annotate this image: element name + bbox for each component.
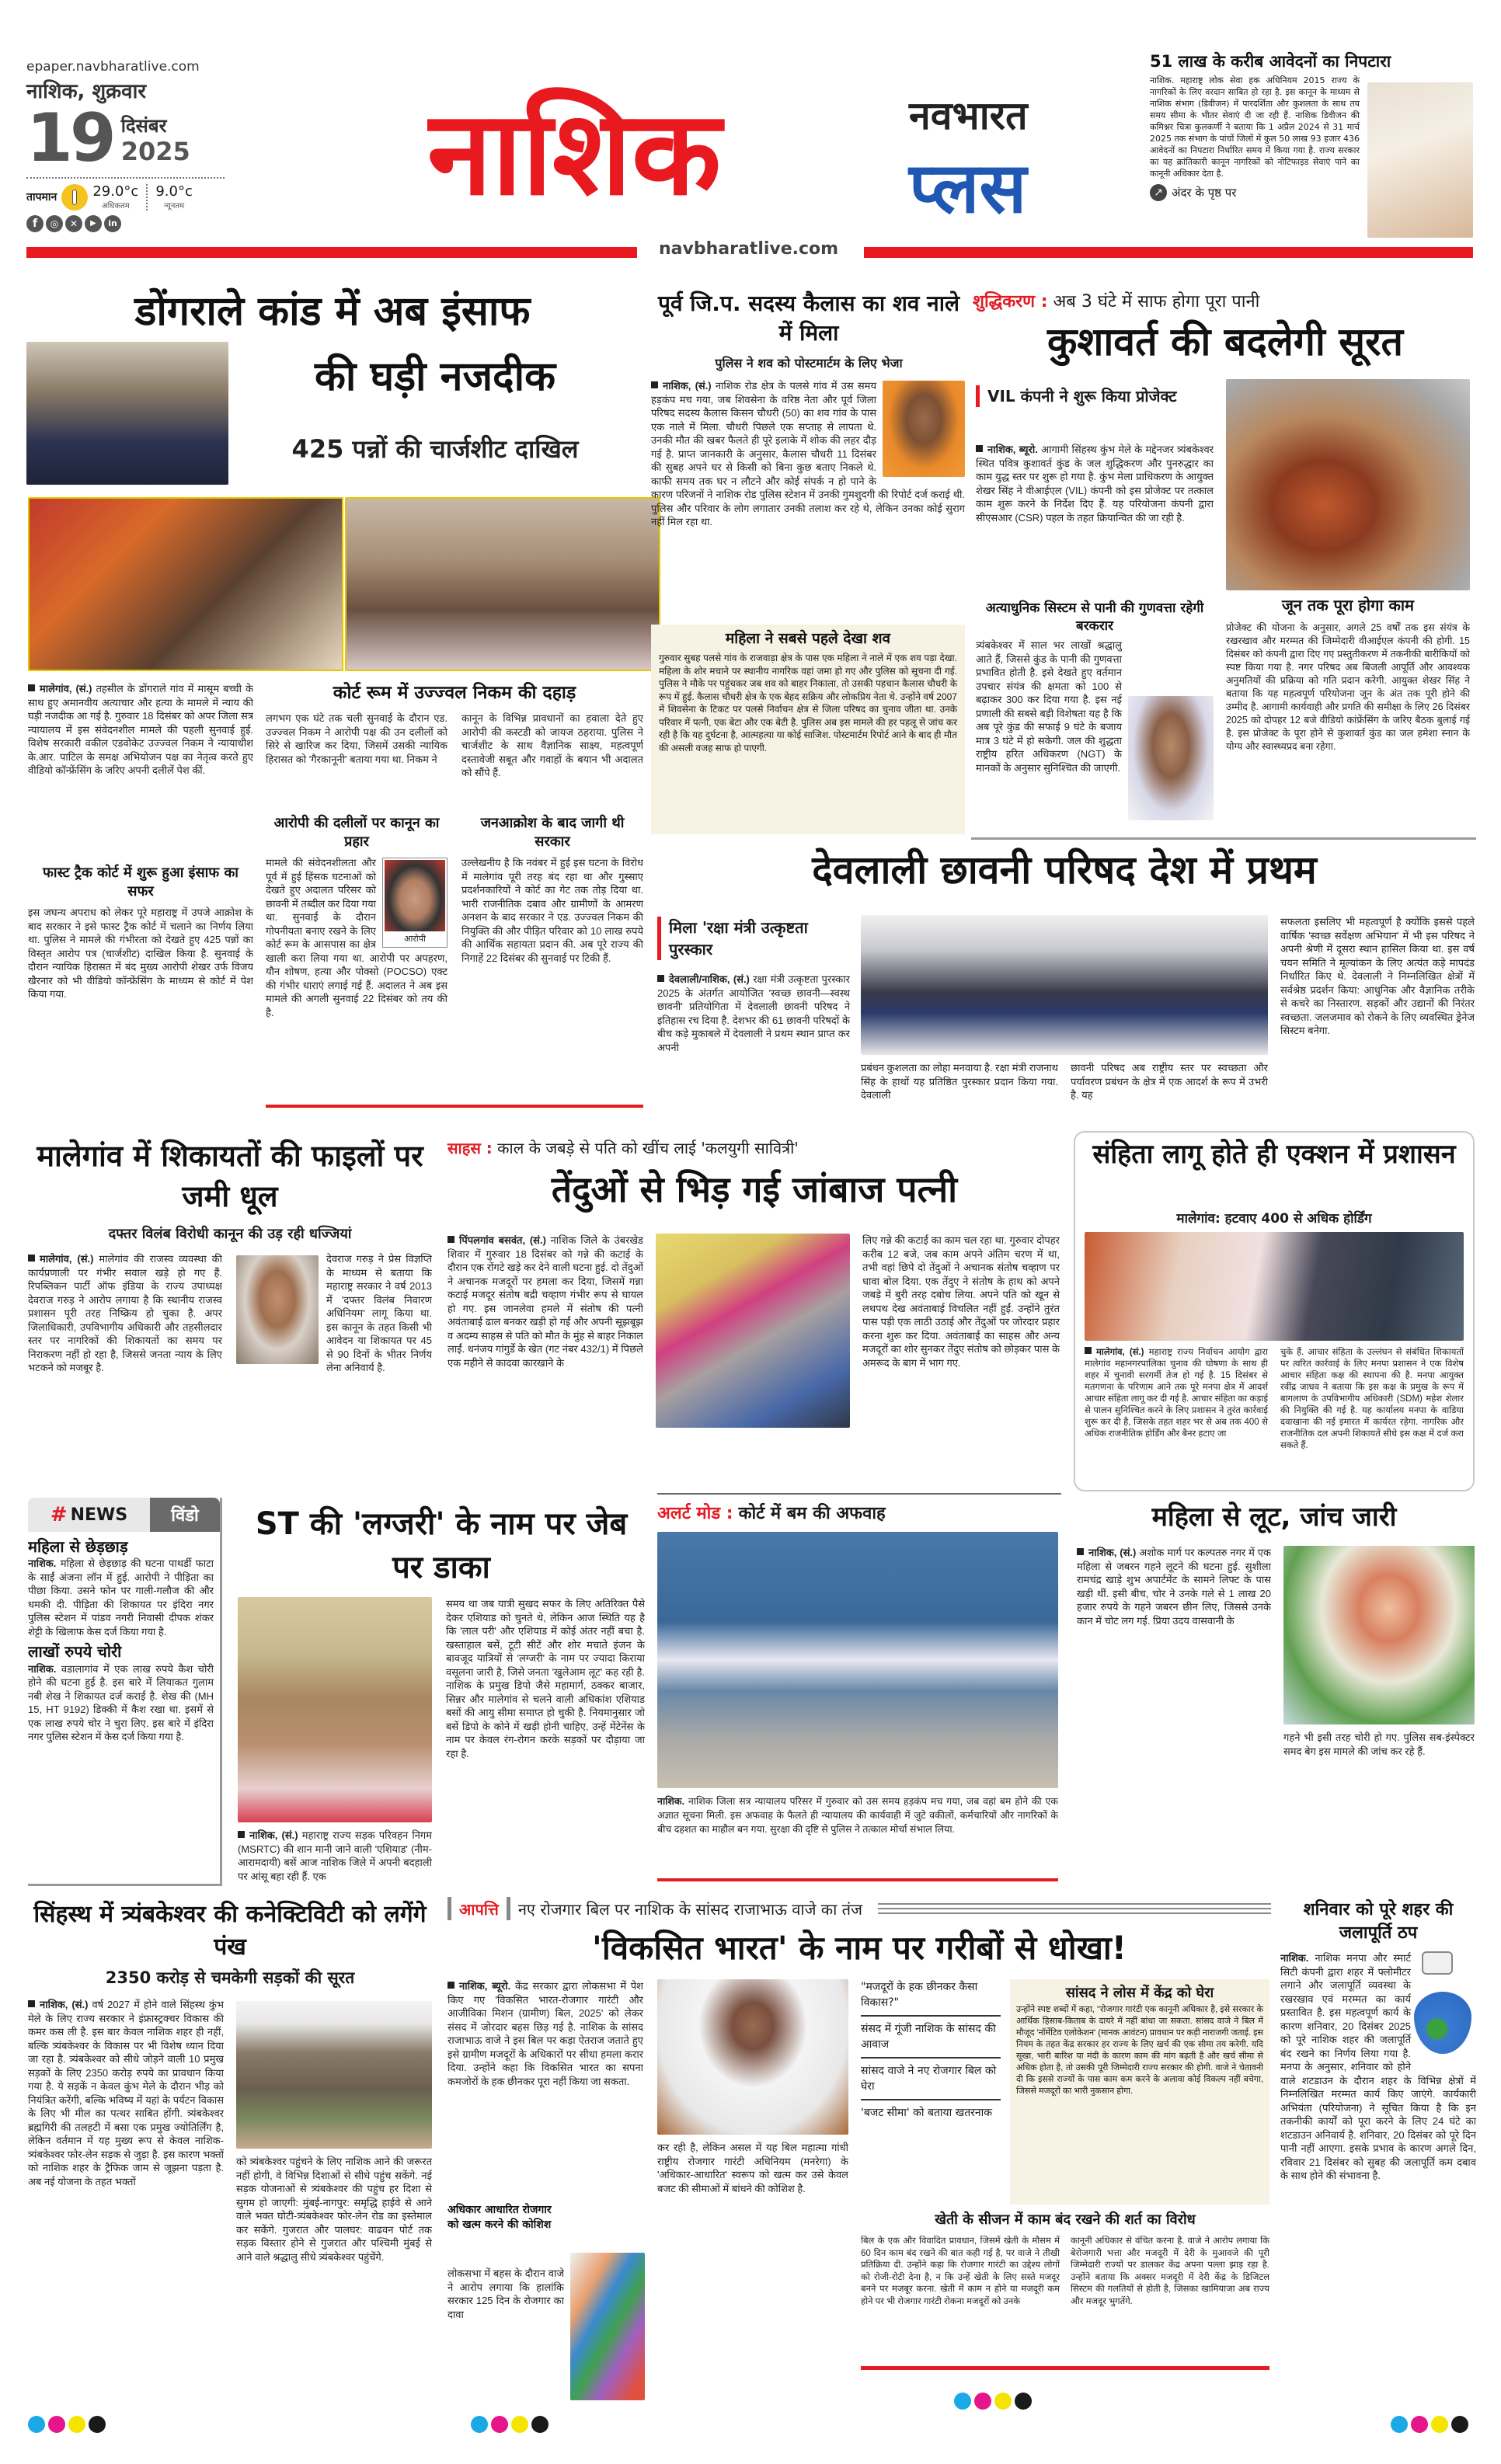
dongrale-lead-text: तहसील के डोंगराले गांव में मासूम बच्ची के साथ हुए अमानवीय अत्याचार और हत्या के मामले में न्याय की घड़ी नजदीक आ गई है. गुरुवार 18 दिसंबर को अपर जिला सत्र न्यायालय में इस संवेदनशील मामले की पहली सुनवाई हुई. विशेष सरकारी वकील एडवोकेट उज्ज्वल निकम ने न्यायाधीश के.आर. पाटिल के समक्ष अभियोजन पक्ष का नेतृत्व करते हुए वीडियो कॉन्फ्रेंसिंग के जरिए अपनी दलीलें पेश कीं. xyxy=(28,683,253,776)
dongrale-headline-2: की घड़ी नजदीक xyxy=(314,353,556,400)
news-window-tab xyxy=(28,1498,220,1532)
temp-max-label: अधिकतम xyxy=(101,202,130,211)
bomb-end-rule xyxy=(657,1878,1058,1881)
date-year: 2025 xyxy=(120,136,190,166)
devlali-sub-text: मिला 'रक्षा मंत्री उत्कृष्टता पुरस्कार xyxy=(669,918,808,959)
malegaon-headline: मालेगांव में शिकायतों की फाइलों पर जमी धूल xyxy=(37,1139,423,1213)
dongrale-end-rule xyxy=(266,1105,643,1108)
yellow-dot xyxy=(994,2393,1012,2410)
water-body xyxy=(1280,1951,1476,2402)
water-headline: शनिवार को पूरे शहर की जलापूर्ति ठप xyxy=(1303,1900,1454,1943)
devlali-col2: प्रबंधन कुशलता का लोहा मनवाया है. रक्षा मंत्री राजनाथ सिंह के हाथों यह प्रतिष्ठित पुरस्कार प्रदान किया गया. देवलाली xyxy=(861,1062,1058,1101)
devlali-top-rule xyxy=(971,837,1476,840)
magenta-dot xyxy=(48,2416,65,2433)
news-item1-body xyxy=(28,1557,220,1638)
leopard-victim-photo xyxy=(656,1234,850,1428)
accused-photo xyxy=(382,858,448,948)
viksit-box xyxy=(1010,1979,1269,2205)
hoardings-headline: संहिता लागू होते ही एक्शन में प्रशासन xyxy=(1092,1139,1456,1170)
loot-col2: गहने भी इसी तरह चोरी हो गए. पुलिस सब-इंस्पेक्टर समद बेग इस मामले की जांच कर रहे हैं. xyxy=(1283,1731,1475,1757)
kushavart-sub2: अत्याधुनिक सिस्टम से पानी की गुणवत्ता रहेगी बरकरार xyxy=(985,600,1204,634)
print-marks-center xyxy=(954,2393,1035,2413)
hoardings-col1 xyxy=(1085,1347,1268,1487)
thermometer-icon xyxy=(61,184,88,211)
loot-col1-text: अशोक मार्ग पर कल्पतरु नगर में एक महिला से जबरन गहने लूटने की घटना हुई. सुशीला रामचंद्र खाड़े शुभ अपार्टमेंट के सामने लिफ्ट के पास खड़ी थीं. इसी बीच, चोर ने उनके गले से 1 लाख 20 हजार रुपये के गहने जबरन छीन लिए, जिससे उनके कान में चोट लग गई. प्रिया उदय वासवानी के xyxy=(1077,1547,1271,1627)
dongrale-sub3-body: उल्लेखनीय है कि नवंबर में हुई इस घटना के विरोध में मालेगांव पूरी तरह बंद रहा था और गुस्साए प्रदर्शनकारियों ने कोर्ट का गेट तक तोड़ दिया था. भारी राजनीतिक दबाव और ग्रामीणों के आमरण अनशन के बाद सरकार ने एड. उज्ज्वल निकम की नियुक्ति की और पीड़ित परिवार को 10 लाख रुपये की आर्थिक सहायता प्रदान की. अब पूरे राज्य की निगाहें 22 दिसंबर की सुनवाई पर टिकी हैं. xyxy=(461,857,643,964)
viksit-kicker xyxy=(448,1897,1271,1920)
dongrale-photo-march xyxy=(345,497,660,671)
social-icons xyxy=(26,215,236,232)
temp-min-label: न्यूनतम xyxy=(164,202,185,211)
kailas-box xyxy=(651,625,965,834)
malegaon-col1-text: मालेगांव की राजस्व व्यवस्था की कार्यप्रणाली पर गंभीर सवाल खड़े हो गए हैं. रिपब्लिकन पार्टी ऑफ इंडिया के राज्य उपाध्यक्ष देवराज गरुड़ ने आरोप लगाया है कि स्थानीय राजस्व प्रशासन पूरी तरह निष्क्रिय हो चुका है. अपर जिलाधिकारी, उपविभागीय अधिकारी और तहसीलदार स्तर पर नागरिकों की शिकायतों का समय पर निराकरण नहीं हो रहा है, जिससे जनता न्याय के लिए भटकने को मजबूर है. xyxy=(28,1253,222,1373)
dongrale-photo-hunger-strike xyxy=(28,497,343,671)
dongrale-sub2: आरोपी की दलीलों पर कानून का प्रहार xyxy=(273,815,440,850)
black-dot xyxy=(531,2416,549,2433)
quote-item: सांसद वाजे ने नए रोजगार बिल को घेरा xyxy=(861,2059,1001,2100)
kushavart-sub xyxy=(976,385,1209,407)
temp-min: 9.0°c xyxy=(155,183,193,200)
cyan-dot xyxy=(1391,2416,1408,2433)
viksit-sub1-body: लोकसभा में बहस के दौरान वाजे ने आरोप लगाया कि हालांकि सरकार 125 दिन के रोजगार का दावा xyxy=(448,2267,564,2320)
loot-col1 xyxy=(1077,1546,1271,1886)
hoardings-photo xyxy=(1085,1232,1464,1341)
dongrale-sub1: फास्ट ट्रैक कोर्ट में शुरू हुआ इंसाफ का सफर xyxy=(43,865,239,900)
dongrale-sub1-body: इस जघन्य अपराध को लेकर पूरे महाराष्ट्र में उपजे आक्रोश के बाद सरकार ने इसे फास्ट ट्रैक कोर्ट में चलाने का निर्णय लिया था. पुलिस ने मामले की गंभीरता को देखते हुए 425 पन्नों का विस्तृत आरोप पत्र (चार्जशीट) दाखिल किया है. सुनवाई के दौरान न्यायिक हिरासत में बंद मुख्य आरोपी शेखर उर्फ विजय खैरनार को भी वीडियो कॉन्फ्रेंसिंग के माध्यम से कोर्ट में पेश किया गया. xyxy=(28,907,253,1000)
kailas-box-body: गुरुवार सुबह पलसे गांव के राजवाड़ा क्षेत्र के पास एक महिला ने नाले में एक शव पड़ा देखा. महिला के शोर मचाने पर स्थानीय नागरिक वहां जमा हो गए और पुलिस को सूचना दी गई. पुलिस ने मौके पर पहुंचकर जब शव को बाहर निकाला, तो उसकी पहचान कैलास चौधरी के रूप में हुई. कैलास चौधरी क्षेत्र के एक बेहद सक्रिय और लोकप्रिय नेता थे. उन्होंने वर्ष 2007 में शिवसेना के टिकट पर पलसे निर्वाचन क्षेत्र से जिला परिषद का चुनाव जीता था. उनके परिवार में पत्नी, एक बेटा और एक बेटी है. पुलिस अब इस मामले की हर पहलू से जांच कर रही है कि यह दुर्घटना है, आत्महत्या या कोई साजिश. पोस्टमार्टम रिपोर्ट आने के बाद ही मौत की असली वजह साफ हो पाएगी. xyxy=(659,653,957,753)
devlali-award-photo xyxy=(861,915,1268,1055)
quote-item: "मजदूरों के हक छीनकर कैसा विकास?" xyxy=(861,1979,1001,2017)
website-label[interactable]: navbharatlive.com xyxy=(659,239,839,259)
malegaon-col2 xyxy=(236,1252,432,1482)
city-day: नाशिक, शुक्रवार xyxy=(26,80,146,103)
kailas-box-head: महिला ने सबसे पहले देखा शव xyxy=(725,630,891,647)
devlali-col4: सफलता इसलिए भी महत्वपूर्ण है क्योंकि इससे पहले वार्षिक 'स्वच्छ सर्वेक्षण अभियान' में भी इस परिषद ने अपनी श्रेणी में दूसरा स्थान हासिल किया था. इस वर्ष चयन समिति ने मूल्यांकन के लिए अत्यंत कड़े मापदंड निर्धारित किए थे. देवलाली ने निम्नलिखित क्षेत्रों में सर्वश्रेष्ठ प्रदर्शन किया: आधुनिक और वैज्ञानिक तरीके से कचरे का निस्तारण. सड़कों और उद्यानों की निरंतर स्वच्छता. जलजमाव को रोकने के लिए व्यवस्थित ड्रेनेज सिस्टम बनेगा. xyxy=(1280,916,1475,1036)
kailas-body xyxy=(651,379,965,618)
simhastha-col1 xyxy=(28,1998,224,2402)
leopard-kicker-text: काल के जबड़े से पति को खींच लाई 'कलयुगी सावित्री' xyxy=(497,1139,799,1157)
facebook-icon[interactable]: f xyxy=(26,215,44,232)
viksit-kicker-text: नए रोजगार बिल पर नाशिक के सांसद राजाभाऊ वाजे का तंज xyxy=(517,1899,862,1919)
devlali-dateline: देवलाली/नाशिक, (सं.) xyxy=(669,973,750,985)
viksit-sub2-col2: कानूनी अधिकार से वंचित करना है. वाजे ने आरोप लगाया कि बेरोजगारी भत्ता और मजदूरी में देरी के मुआवजे की पूरी जिम्मेदारी राज्यों पर डालकर केंद्र अपना पल्ला झाड़ रहा है. उन्होंने बताया कि अक्सर मजदूरी में देरी केंद्र के डिजिटल सिस्टम की गलतियों से होती है, जिसका खामियाजा अब राज्य और मजदूर भुगतेंगे. xyxy=(1071,2236,1269,2306)
leopard-kicker-label: साहस : xyxy=(448,1139,493,1157)
devlali-col1-text: रक्षा मंत्री उत्कृष्टता पुरस्कार 2025 के अंतर्गत आयोजित 'स्वच्छ छावनी—स्वस्थ छावनी' प्रतियोगिता में देवलाली छावनी परिषद ने इतिहास रच दिया है. देशभर की 61 छावनी परिषदों के बीच कड़े मुकाबले में देवलाली ने प्रथम स्थान प्राप्त कर अपनी xyxy=(657,973,850,1053)
devlali-col1 xyxy=(657,973,850,1109)
leopard-kicker xyxy=(448,1137,1061,1158)
viksit-box-head: सांसद ने लोस में केंद्र को घेरा xyxy=(1065,1985,1214,2001)
viksit-dateline: नाशिक, ब्यूरो. xyxy=(459,1980,511,1992)
bullet-square xyxy=(1085,1347,1092,1354)
devlali-sub xyxy=(657,917,850,960)
simhastha-col1-text: वर्ष 2027 में होने वाले सिंहस्थ कुंभ मेले के लिए राज्य सरकार ने इंफ्रास्ट्रक्चर विकास की कमर कस ली है. इस बार केवल नाशिक शहर ही नहीं, बल्कि त्र्यंबकेश्वर के विकास पर भी विशेष ध्यान दिया जा रहा है. त्र्यंबकेश्वर को सीधे जोड़ने वाली 10 प्रमुख सड़कों के लिए 2350 करोड़ रुपये का प्रावधान किया गया है. ये सड़कें न केवल कुंभ मेले के दौरान भीड़ को नियंत्रित करेंगी, बल्कि भविष्य में यहां के पर्यटन विकास के लिए भी मील का पत्थर साबित होंगी. त्र्यंबकेश्वर ब्रह्मगिरी की तलहटी में बसा एक प्रमुख ज्योतिर्लिंग है, लेकिन वर्तमान में यह मुख्य रूप से केवल नाशिक-त्र्यंबकेश्वर फोर-लेन सड़क से जुड़ा है. इस कारण भक्तों को नाशिक शहर के ट्रैफिक जाम से जूझना पड़ता है. अब नई योजना के तहत भक्तों xyxy=(28,1999,224,2187)
logo xyxy=(427,68,1095,247)
linkedin-icon[interactable]: in xyxy=(104,215,121,232)
yellow-dot xyxy=(68,2416,85,2433)
hash-icon: # xyxy=(50,1503,68,1526)
bullet-square xyxy=(448,1236,454,1243)
kushavart-dateline: नाशिक, ब्यूरो. xyxy=(987,444,1038,455)
malegaon-dateline: मालेगांव, (सं.) xyxy=(40,1253,94,1265)
masthead-rule-right xyxy=(864,247,1473,258)
quote-item: संसद में गूंजी नाशिक के सांसद की आवाज xyxy=(861,2017,1001,2059)
date-month: दिसंबर xyxy=(120,114,167,137)
news-item2-head: लाखों रुपये चोरी xyxy=(28,1642,122,1662)
cyan-dot xyxy=(954,2393,971,2410)
viksit-sub2: खेती के सीजन में काम बंद रखने की शर्त का विरोध xyxy=(935,2212,1196,2228)
st-dateline: नाशिक, (सं.) xyxy=(249,1829,298,1841)
temp-max: 29.0°c xyxy=(92,183,139,200)
logo-main: नाशिक xyxy=(427,86,722,221)
teaser-photo xyxy=(1367,82,1473,238)
kailas-body-text: नाशिक रोड क्षेत्र के पलसे गांव में उस समय हड़कंप मच गया, जब शिवसेना के वरिष्ठ नेता और पूर्व जिला परिषद सदस्य कैलास किसन चौधरी (50) का शव गांव के पास एक नाले में मिला. चौधरी पिछले एक सप्ताह से लापता थे. उनकी मौत की खबर फैलते ही पूरे इलाके में शोक की लहर दौड़ गई है. प्राप्त जानकारी के अनुसार, कैलास चौधरी 11 दिसंबर की सुबह अपने घर से किसी को बिना कुछ बताए निकले थे. काफी समय तक घर न लौटने और कोई संपर्क न हो पाने के कारण परिजनों ने नाशिक रोड पुलिस स्टेशन में उनकी गुमशुदगी की रिपोर्ट दर्ज कराई थी. पुलिस और परिवार के लोग लगातार उनकी तलाश कर रहे थे, लेकिन उनका कोई सुराग नहीं मिल रहा था. xyxy=(651,380,965,527)
devlali-col3: छावनी परिषद अब राष्ट्रीय स्तर पर स्वच्छता और पर्यावरण प्रबंधन के क्षेत्र में एक आदर्श के रूप में उभरी है. यह xyxy=(1071,1062,1268,1101)
arrow-icon: ↗ xyxy=(1150,184,1167,201)
news-item1-dateline: नाशिक. xyxy=(28,1557,57,1570)
kushavart-photo-sadhu xyxy=(1226,379,1470,590)
masthead-dateline-block xyxy=(26,59,236,232)
dongrale-court-col1: लगभग एक घंटे तक चली सुनवाई के दौरान एड. उज्ज्वल निकम ने आरोपी पक्ष की उन दलीलों को सिरे से खारिज कर दिया, जिसमें उसकी न्यायिक हिरासत को 'गैरकानूनी' बताया गया था. निकम ने xyxy=(266,712,448,765)
bullet-square xyxy=(28,2000,35,2007)
cyan-dot xyxy=(28,2416,45,2433)
water-body-text: नाशिक मनपा और स्मार्ट सिटी कंपनी द्वारा शहर में फ्लोमीटर लगाने और जलापूर्ति व्यवस्था के रखरखाव एवं मरम्मत का कार्य प्रस्तावित है. इस महत्वपूर्ण कार्य के कारण शनिवार, 20 दिसंबर 2025 को पूरे नाशिक शहर की जलापूर्ति बंद रखने का निर्णय लिया गया है. मनपा के अनुसार, शनिवार को होने वाले शटडाउन के दौरान शहर के विभिन्न क्षेत्रों में निम्नलिखित मरम्मत कार्य किए जाएंगे. कार्यकारी अभियंता (परियोजना) ने सूचित किया है कि इन तकनीकी कार्यों को पूरा करने के लिए 24 घंटे का शटडाउन अनिवार्य है. शनिवार, 20 दिसंबर को पूरे दिन पानी नहीं आएगा. इसके प्रभाव के कारण अगले दिन, रविवार 21 दिसंबर को सुबह की जलापूर्ति कम दबाव के साथ होने की संभावना है. xyxy=(1280,1952,1476,2181)
kushavart-photo-officer xyxy=(1128,696,1214,820)
kushavart-sub3: जून तक पूरा होगा काम xyxy=(1281,596,1414,614)
temp-label: तापमान xyxy=(26,191,57,204)
kailas-dateline: नाशिक, (सं.) xyxy=(663,380,712,392)
mp-vaje-photo xyxy=(657,1979,848,2135)
devlali-headline: देवलाली छावनी परिषद देश में प्रथम xyxy=(812,847,1317,893)
magenta-dot xyxy=(1411,2416,1428,2433)
bullet-square xyxy=(28,684,35,691)
temperature-block xyxy=(26,183,236,211)
quote-item: 'बजट सीमा' को बताया खतरनाक xyxy=(861,2107,993,2119)
x-icon[interactable]: ✕ xyxy=(65,215,82,232)
loot-illustration xyxy=(1283,1546,1475,1724)
kailas-subhead: पुलिस ने शव को पोस्टमार्टम के लिए भेजा xyxy=(715,356,903,371)
leopard-col1 xyxy=(448,1234,643,1482)
window-tag-label: विंडो xyxy=(171,1506,199,1526)
bullet-square xyxy=(448,1982,454,1989)
dongrale-court-col2: कानून के विभिन्न प्रावधानों का हवाला देते हुए आरोपी की कस्टडी को जायज ठहराया. पुलिस ने चार्जशीट के साथ वैज्ञानिक साक्ष्य, महत्वपूर्ण दस्तावेजी सबूत और गवाहों के बयान भी अदालत को सौंपे हैं. xyxy=(461,712,643,778)
st-headline: ST की 'लग्जरी' के नाम पर जेब पर डाका xyxy=(255,1506,628,1585)
bullet-square xyxy=(657,975,664,982)
kushavart-body-text: आगामी सिंहस्थ कुंभ मेले के मद्देनजर त्र्यंबकेश्वर स्थित पवित्र कुशावर्त कुंड के जल शुद्धिकरण और पुनरुद्धार का काम युद्ध स्तर पर शुरू हो गया है. कुंभ मेला प्राधिकरण के आयुक्त शेखर सिंह ने वीआईएल (VIL) कंपनी को इस प्रोजेक्ट पर तत्काल काम शुरू करने के निर्देश दिए हैं. यह परियोजना कंपनी द्वारा सीएसआर (CSR) पहल के तहत क्रियान्वित की जा रही है. xyxy=(976,444,1214,524)
viksit-kicker-label: आपत्ति xyxy=(459,1899,499,1919)
hoardings-subhead: मालेगांव: हटवाए 400 से अधिक होर्डिंग xyxy=(1176,1211,1372,1227)
bomb-kicker-text: कोर्ट में बम की अफवाह xyxy=(738,1504,886,1523)
st-col2: समय था जब यात्री सुखद सफर के लिए अतिरिक्त पैसे देकर एशियाड को चुनते थे, लेकिन आज स्थिति यह है कि 'लाल परी' और एशियाड में कोई अंतर नहीं बचा है. खस्ताहाल बसें, टूटी सीटें और शोर मचाते इंजन के बावजूद यात्रियों से 'लग्जरी' के नाम पर ज्यादा किराया वसूलना जारी है, जिसे जनता 'खुलेआम लूट' कह रही है. नाशिक के प्रमुख डिपो जैसे महामार्ग, ठक्कर बाजार, सिन्नर और मालेगांव से चलने वाली अधिकांश एशियाड बसों की आयु सीमा समाप्त हो चुकी है. नियमानुसार जो बसें डिपो के कोने में खड़ी होनी चाहिए, उन्हें मेंटेनेंस के नाम पर केवल रंग-रोगन करके सड़कों पर दौड़ाया जा रहा है. xyxy=(446,1598,645,1759)
simhastha-col2: को त्र्यंबकेश्वर पहुंचने के लिए नाशिक आने की जरूरत नहीं होगी, वे विभिन्न दिशाओं से सीधे पहुंच सकेंगे. नई सड़क योजनाओं से त्र्यंबकेश्वर की पहुंच हर दिशा से सुगम हो जाएगी: मुंबई-नागपुर: समृद्धि हाईवे से आने वाले भक्त घोटी-त्र्यंबकेश्वर फोर-लेन रोड का इस्तेमाल कर सकेंगे. गुजरात और पालघर: वाढवन पोर्ट तक सड़क विस्तार होने से गुजरात और पश्चिमी मुंबई से आने वाले श्रद्धालु सीधे त्र्यंबकेश्वर पहुंचेंगे. xyxy=(236,2156,432,2263)
kushavart-sub-text: VIL कंपनी ने शुरू किया प्रोजेक्ट xyxy=(987,387,1177,405)
water-dateline: नाशिक. xyxy=(1280,1952,1309,1964)
loot-dateline: नाशिक, (सं.) xyxy=(1088,1547,1137,1558)
accused-photo-image xyxy=(385,860,445,931)
window-tag xyxy=(150,1498,220,1532)
kushavart-kicker xyxy=(973,289,1478,312)
magenta-dot xyxy=(974,2393,991,2410)
logo-bottom: प्लस xyxy=(909,148,1027,229)
bomb-body xyxy=(657,1794,1058,1872)
viksit-quotes xyxy=(861,1979,1001,2121)
bullet-square xyxy=(238,1831,245,1838)
bullet-square xyxy=(28,1255,35,1262)
print-marks-mid xyxy=(471,2416,552,2436)
black-dot xyxy=(1015,2393,1032,2410)
news-item2-dateline: नाशिक. xyxy=(28,1662,57,1675)
trimbakeshwar-temple-photo xyxy=(236,2001,432,2149)
dongrale-subhead: 425 पन्नों की चार्जशीट दाखिल xyxy=(291,434,579,464)
print-marks-right xyxy=(1391,2416,1471,2436)
hoardings-col1-text: महाराष्ट्र राज्य निर्वाचन आयोग द्वारा मालेगांव महानगरपालिका चुनाव की घोषणा के साथ ही शहर में चुनावी सरगर्मी तेज हो गई है. 15 दिसंबर से मतगणना के परिणाम आने तक पूरे मनपा क्षेत्र में आदर्श आचार संहिता लागू कर दी गई है. आचार संहिता का कड़ाई से पालन सुनिश्चित करने के लिए प्रशासन ने तुरंत कार्रवाई शुरू कर दी है, जिसके तहत शहर भर से अब तक 400 से अधिक राजनीतिक होर्डिंग और बैनर हटाए जा xyxy=(1085,1348,1268,1439)
date-day: 19 xyxy=(26,99,113,177)
bomb-court-photo xyxy=(657,1532,1058,1788)
kicker-rule xyxy=(878,1903,1271,1914)
malegaon-photo-float xyxy=(236,1252,326,1369)
simhastha-headline: सिंहस्थ में त्र्यंबकेश्वर की कनेक्टिविटी को लगेंगे पंख xyxy=(33,1901,427,1961)
viksit-headline: 'विकसित भारत' के नाम पर गरीबों से धोखा! xyxy=(592,1929,1127,1967)
teaser-title: 51 लाख के करीब आवेदनों का निपटारा xyxy=(1150,52,1391,71)
teaser-link-label: अंदर के पृष्ठ पर xyxy=(1172,185,1237,200)
dongrale-photo-lawyer xyxy=(26,342,228,485)
bomb-kicker xyxy=(657,1501,1061,1524)
viksit-col1-text: केंद्र सरकार द्वारा लोकसभा में पेश किए गए 'विकसित भारत-रोजगार गारंटी और आजीविका मिशन (ग्रामीण) बिल, 2025' को लेकर संसद में जोरदार बहस छिड़ गई है. नाशिक के सांसद राजाभाऊ वाजे ने इस बिल पर कड़ा ऐतराज जताते हुए इसे ग्रामीण मजदूरों के अधिकारों पर सीधा हमला करार दिया. उन्होंने कहा कि विकसित भारत का सपना कमजोरों के हक छीनकर पूरा नहीं किया जा सकता. xyxy=(448,1980,643,2087)
malegaon-subhead: दफ्तर विलंब विरोधी कानून की उड़ रही धज्जियां xyxy=(108,1226,352,1242)
kailas-headline: पूर्व जि.प. सदस्य कैलास का शव नाले में मिला xyxy=(658,291,959,346)
workers-illustration xyxy=(570,2253,645,2400)
news-item1-text: महिला से छेड़छाड़ की घटना पाथर्डी फाटा के साईं अंजना लॉन में हुई. आरोपी ने पीड़िता का पीछा किया. उसने फोन पर गाली-गलौज की और धमकी दी. पीड़िता की शिकायत पर इंदिरा नगर पुलिस स्टेशन में पांडव नगरी निवासी दीपक शंकर शेट्टी के खिलाफ केस दर्ज किया गया है. xyxy=(28,1557,214,1637)
news-tag: NEWS xyxy=(70,1505,128,1525)
kushavart-kicker-text: अब 3 घंटे में साफ होगा पूरा पानी xyxy=(1053,292,1260,311)
epaper-url[interactable]: epaper.navbharatlive.com xyxy=(26,59,200,75)
bullet-square xyxy=(976,445,983,452)
kushavart-sub2-text: त्र्यंबकेश्वर में साल भर लाखों श्रद्धालु आते हैं, जिससे कुंड के पानी की गुणवत्ता प्रभावित होती है. इसे देखते हुए वर्तमान उपचार संयंत्र की क्षमता को 100 से बढ़ाकर 300 कर दिया गया है. इस नई प्रणाली की सबसे बड़ी विशेषता यह है कि अब पूरे कुंड की सफाई 9 घंटे के बजाय मात्र 3 घंटे में हो सकेगी. जल की शुद्धता राष्ट्रीय हरित अधिकरण (NGT) के मानकों के अनुसार सुनिश्चित की जाएगी. xyxy=(976,639,1122,774)
hoardings-col2: चुके हैं. आचार संहिता के उल्लंघन से संबंधित शिकायतों पर त्वरित कार्रवाई के लिए मनपा प्रशासन ने एक विशेष आचार संहिता कक्ष की स्थापना की है. मनपा आयुक्त रवींद्र जाधव ने बताया कि इस कक्ष के प्रमुख के रूप में बागलाण के उपविभागीय अधिकारी (SDM) महेश शेलार की नियुक्ति की गई है. यह कार्यालय मनपा के वाडिया दवाखाना की नई इमारत में कार्यरत रहेगा. नागरिक और राजनीतिक दल अपनी शिकायतें सीधे इस कक्ष में दर्ज करा सकते हैं. xyxy=(1280,1348,1464,1450)
bullet-square xyxy=(1077,1548,1084,1555)
dotted-divider xyxy=(26,177,225,179)
black-dot xyxy=(1451,2416,1468,2433)
youtube-icon[interactable]: ▶ xyxy=(85,215,102,232)
news-window xyxy=(28,1498,222,1886)
news-item2-text: वडालागांव में एक लाख रुपये कैश चोरी होने की घटना हुई है. इस बारे में लियाकत गुलाम नबी शेख ने शिकायत दर्ज कराई है. शेख की (MH 15, HT 9192) डिक्की में कैश रखा था. इसमें से एक लाख रुपये चोर ने चुरा लिए. इस बारे में इंदिरा नगर पुलिस स्टेशन में केस दर्ज किया गया है. xyxy=(28,1662,214,1743)
loot-headline: महिला से लूट, जांच जारी xyxy=(1151,1502,1397,1533)
bomb-body-text: नाशिक जिला सत्र न्यायालय परिसर में गुरुवार को उस समय हड़कंप मच गया, जब वहां बम होने की एक अज्ञात सूचना मिली. इस अफवाह के फैलते ही न्यायालय की कार्यवाही में जुटे वकीलों, कर्मचारियों और नागरिकों के बीच दहशत का माहौल बन गया. सुरक्षा की दृष्टि से पुलिस ने तत्काल मोर्चा संभाल लिया. xyxy=(657,1796,1058,1835)
viksit-box-body: उन्होंने स्पष्ट शब्दों में कहा, "रोजगार गारंटी एक कानूनी अधिकार है, इसे सरकार के आर्थिक हिसाब-किताब के दायरे में नहीं बांधा जा सकता. सांसद वाजे ने बिल में मौजूद 'नॉर्मेटिव एलोकेशन' (मानक आवंटन) प्रावधान पर कड़ी नाराजगी जताई. इस नियम के तहत केंद्र सरकार हर राज्य के लिए खर्च की एक सीमा तय करेगी. यदि सूखा, भारी बारिश या मंदी के कारण काम की मांग बढ़ती है और खर्च सीमा से अधिक होता है, तो उसकी पूरी जिम्मेदारी राज्य सरकार की होगी. वाजे ने चेतावनी दी कि इससे राज्यों के पास काम कम करने के अलावा कोई विकल्प नहीं बचेगा, जिससे मजदूरों का भारी नुकसान होगा. xyxy=(1016,2005,1263,2097)
instagram-icon[interactable]: ◎ xyxy=(46,215,63,232)
leopard-col2: लिए गन्ने की कटाई का काम चल रहा था. गुरुवार दोपहर करीब 12 बजे, जब काम अपने अंतिम चरण में था, तभी वहां छिपे दो तेंदुओं ने अचानक संतोष चव्हाण पर धावा बोल दिया. एक तेंदुए ने संतोष के हाथ को अपने जबड़े में बुरी तरह दबोच लिया. अपने पति को खून से लथपथ देख अवंताबाई विचलित नहीं हुईं. उन्होंने तुरंत पास पड़ी एक लाठी उठाई और तेंदुओं पर जोरदार प्रहार करना शुरू कर दिया. अवंताबाई का साहस और अन्य मजदूरों का शोर सुनकर तेंदुए संतोष को छोड़कर पास के अमरूद के बाग में भाग गए. xyxy=(862,1234,1060,1369)
news-item1-head: महिला से छेड़छाड़ xyxy=(28,1537,128,1556)
viksit-end-rule xyxy=(861,2366,1269,2370)
dongrale-headline-1: डोंगराले कांड में अब इंसाफ xyxy=(134,288,531,335)
masthead-rule-left xyxy=(26,247,637,258)
st-col1 xyxy=(238,1829,432,1886)
st-col1-text: महाराष्ट्र राज्य सड़क परिवहन निगम (MSRTC) की शान मानी जाने वाली 'एशियाड' (नीम-आरामदायी) बसें आज नाशिक जिले में अपनी बदहाली पर आंसू बहा रही हैं. एक xyxy=(238,1829,432,1882)
teaser-body: नाशिक. महाराष्ट्र लोक सेवा हक अधिनियम 2015 राज्य के नागरिकों के लिए वरदान साबित हो रहा है. इस कानून के माध्यम से नाशिक संभाग (डिवीजन) में पारदर्शिता और कुशलता के साथ तय समय सीमा के भीतर सेवाएं दी जा रही हैं. नाशिक डिवीजन की कमिश्नर चित्रा कुलकर्णी ने बताया कि 1 अप्रैल 2024 से 31 मार्च 2025 तक संभाग के पांचों जिलों में कुल 50 लाख 93 हजार 436 आवेदनों का निपटारा निर्धारित समय में किया गया है. राज्य सरकार का यह क्रांतिकारी कानून नागरिकों को नोटिफाइड सेवाएं पाने का कानूनी अधिकार देता है. xyxy=(1150,75,1360,179)
hoardings-dateline: मालेगांव, (सं.) xyxy=(1096,1348,1144,1357)
malegaon-col2-text: देवराज गरुड़ ने प्रेस विज्ञप्ति के माध्यम से बताया कि महाराष्ट्र सरकार ने वर्ष 2013 में 'दफ्तर विलंब निवारण अधिनियम' लागू किया था. इस कानून के तहत किसी भी आवेदन या शिकायत पर 45 से 90 दिनों के भीतर निर्णय लेना अनिवार्य है. xyxy=(326,1253,432,1373)
kushavart-sub3-body: प्रोजेक्ट की योजना के अनुसार, अगले 25 वर्षों तक इस संयंत्र के रखरखाव और मरम्मत की जिम्मेदारी वीआईएल कंपनी की होगी. 15 दिसंबर को कंपनी द्वारा दिए गए प्रस्तुतीकरण में तकनीकी बारीकियों को स्पष्ट किया गया है. नगर परिषद अब बिजली आपूर्ति और आवश्यक अनुमतियों की प्रक्रिया को गति प्रदान करेगी. आयुक्त शेखर सिंह ने बताया कि यह महत्वपूर्ण परियोजना जून के अंत तक पूरी होने की उम्मीद है. आगामी कार्यवाही और प्रगति की समीक्षा के लिए 26 दिसंबर 2025 को दोपहर 12 बजे वीडियो कांफ्रेंसिंग के जरिए बैठक बुलाई गई है. इस प्रोजेक्ट के पूरा होने से कुशावर्त कुंड का जल हमेशा स्नान के योग्य और स्वास्थ्यप्रद बना रहेगा. xyxy=(1226,622,1470,752)
dongrale-sub2-text: मामले की संवेदनशीलता और पूर्व में हुई हिंसक घटनाओं को देखते हुए अदालत परिसर को छावनी में तब्दील कर दिया गया था. सुनवाई के दौरान गोपनीयता बनाए रखने के लिए कोर्ट रूम के आसपास का क्षेत्र खाली करा लिया गया था. आरोपी पर अपहरण, यौन शोषण, हत्या और पोक्सो (POCSO) एक्ट की गंभीर धाराएं लगाई गई हैं. अदालत ने अब इस मामले की अगली सुनवाई 22 दिसंबर को तय की है. xyxy=(266,857,448,1018)
accused-caption: आरोपी xyxy=(404,934,426,944)
news-item2-body xyxy=(28,1662,220,1744)
bomb-kicker-label: अलर्ट मोड : xyxy=(657,1504,733,1523)
dongrale-court-head: कोर्ट रूम में उज्ज्वल निकम की दहाड़ xyxy=(333,683,576,703)
magenta-dot xyxy=(491,2416,508,2433)
dongrale-sub3: जनआक्रोश के बाद जागी थी सरकार xyxy=(480,815,625,850)
yellow-dot xyxy=(1431,2416,1448,2433)
kushavart-kicker-label: शुद्धिकरण : xyxy=(973,292,1048,311)
black-dot xyxy=(89,2416,106,2433)
cyan-dot xyxy=(471,2416,488,2433)
simhastha-dateline: नाशिक, (सं.) xyxy=(40,1999,89,2010)
bomb-dateline: नाशिक. xyxy=(657,1796,684,1807)
leopard-col1-text: नाशिक जिले के उंबरखेड शिवार में गुरुवार 18 दिसंबर को गन्ने की कटाई के दौरान एक रोंगटे खड़े कर देने वाली घटना हुई. दो तेंदुओं ने अचानक मजदूरों पर हमला कर दिया, जिसमें गन्ना कटाई मजदूर संतोष बद्री चव्हाण गंभीर रूप से घायल हो गए. इस जानलेवा हमले में संतोष की पत्नी अवंताबाई ढाल बनकर खड़ी हो गईं और अपनी सूझबूझ व अदम्य साहस से पति को मौत के मुंह से बाहर निकाल लाईं. धनंजय गांगुर्डे के खेत (गट नंबर 432/1) में पिछले एक महीने से कादवा कारखाने के xyxy=(448,1234,643,1369)
kushavart-headline: कुशावर्त की बदलेगी सूरत xyxy=(1047,319,1404,364)
leopard-headline: तेंदुओं से भिड़ गई जांबाज पत्नी xyxy=(551,1168,958,1210)
leopard-dateline: पिंपलगांव बसवंत, (सं.) xyxy=(459,1234,546,1246)
viksit-col1 xyxy=(448,1979,643,2197)
kailas-photo-float xyxy=(876,379,965,479)
malegaon-col1 xyxy=(28,1252,222,1482)
viksit-sub1: अधिकार आधारित रोजगार को खत्म करने की कोशिश xyxy=(448,2204,552,2231)
bullet-square xyxy=(651,381,658,388)
viksit-col2: कर रही है, लेकिन असल में यह बिल महात्मा गांधी राष्ट्रीय रोजगार गारंटी अधिनियम (मनरेगा) के 'अधिकार-आधारित' स्वरूप को खत्म कर उसे केवल बजट की सीमाओं में बांधने की कोशिश है. xyxy=(657,2142,848,2194)
bomb-top-rule xyxy=(657,1493,1061,1495)
yellow-dot xyxy=(511,2416,528,2433)
logo-top: नवभारत xyxy=(909,93,1028,138)
water-float xyxy=(1411,1951,1476,2068)
dongrale-lead xyxy=(28,682,253,859)
st-bus-photo xyxy=(238,1597,432,1822)
simhastha-subhead: 2350 करोड़ से चमकेगी सड़कों की सूरत xyxy=(105,1968,355,1987)
date-block xyxy=(26,99,236,177)
viksit-sub2-col1: बिल के एक और विवादित प्रावधान, जिसमें खेती के मौसम में 60 दिन काम बंद रखने की बात कही गई है, पर वाजे ने तीखी प्रतिक्रिया दी. उन्होंने कहा कि रोजगार गारंटी का उद्देश्य लोगों को रोजी-रोटी देना है, न कि उन्हें खेती के लिए सस्ते मजदूर बनने पर मजबूर करना. खेती में काम न होने या मजदूरी कम होने पर भी रोजगार गारंटी रोकना मजदूरों को उनके xyxy=(861,2236,1060,2306)
kushavart-body xyxy=(976,443,1214,595)
dongrale-dateline: मालेगांव, (सं.) xyxy=(40,683,92,694)
print-marks-left xyxy=(28,2416,109,2436)
